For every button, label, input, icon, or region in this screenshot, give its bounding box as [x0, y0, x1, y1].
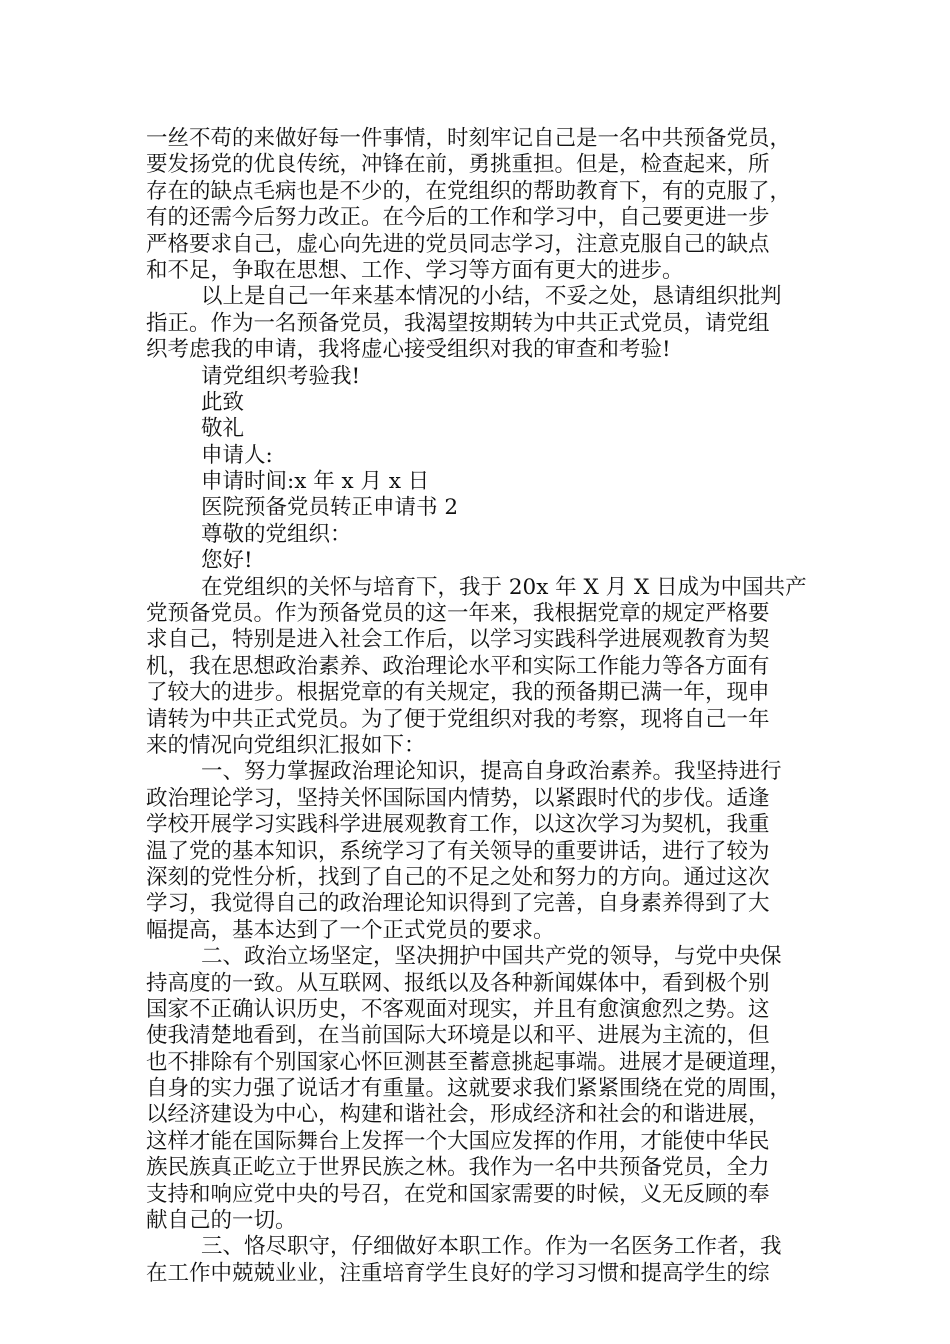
text-line: 请转为中共正式党员。为了便于党组织对我的考察，现将自己一年 — [146, 706, 770, 732]
text-line: 一丝不苟的来做好每一件事情，时刻牢记自己是一名中共预备党员， — [146, 126, 792, 151]
document-body — [146, 126, 810, 1287]
text-line: 以上是自己一年来基本情况的小结，不妥之处，恳请组织批判 — [201, 284, 782, 310]
closing-line: 请党组织考验我! — [201, 363, 361, 389]
text-line: 深刻的党性分析，找到了自己的不足之处和努力的方向。通过这次 — [146, 864, 770, 890]
text-line: 国家不正确认识历史，不客观面对现实，并且有愈演愈烈之势。这 — [146, 996, 770, 1022]
text-line: 这样才能在国际舞台上发挥一个大国应发挥的作用，才能使中华民 — [146, 1128, 770, 1154]
text-line: 也不排除有个别国家心怀叵测甚至蓄意挑起事端。进展才是硬道理， — [146, 1049, 792, 1075]
salutation-line: 敬礼 — [201, 416, 245, 442]
text-line: 一、努力掌握政治理论知识，提高自身政治素养。我坚持进行 — [201, 759, 782, 785]
text-line: 自身的实力强了说话才有重量。这就要求我们紧紧围绕在党的周围， — [146, 1076, 792, 1102]
document-subtitle: 医院预备党员转正申请书 2 — [201, 495, 459, 521]
paragraph — [146, 944, 810, 1234]
text-line: 在工作中兢兢业业，注重培育学生良好的学习习惯和提高学生的综 — [146, 1260, 770, 1286]
greeting-line: 您好! — [201, 548, 253, 574]
text-line: 学习，我觉得自己的政治理论知识得到了完善，自身素养得到了大 — [146, 891, 770, 917]
text-line: 要发扬党的优良传统，冲锋在前，勇挑重担。但是，检查起来，所 — [146, 152, 770, 178]
text-line: 支持和响应党中央的号召，在党和国家需要的时候，义无反顾的奉 — [146, 1181, 770, 1207]
text-line: 政治理论学习，坚持关怀国际国内情势，以紧跟时代的步伐。适逢 — [146, 785, 770, 811]
salutation-line: 此致 — [201, 389, 245, 415]
paragraph — [146, 759, 810, 944]
text-line: 温了党的基本知识，系统学习了有关领导的重要讲话，进行了较为 — [146, 838, 770, 864]
text-line: 有的还需今后努力改正。在今后的工作和学习中，自己要更进一步 — [146, 205, 770, 231]
paragraph — [146, 575, 810, 760]
text-line: 族民族真正屹立于世界民族之林。我作为一名中共预备党员，全力 — [146, 1155, 770, 1181]
text-line: 求自己，特别是进入社会工作后，以学习实践科学进展观教育为契 — [146, 627, 770, 653]
text-line: 党预备党员。作为预备党员的这一年来，我根据党章的规定严格要 — [146, 601, 770, 627]
text-line: 存在的缺点毛病也是不少的，在党组织的帮助教育下，有的克服了， — [146, 178, 792, 204]
text-line: 使我清楚地看到，在当前国际大环境是以和平、进展为主流的，但 — [146, 1023, 770, 1049]
text-line: 持高度的一致。从互联网、报纸以及各种新闻媒体中，看到极个别 — [146, 970, 770, 996]
text-line: 献自己的一切。 — [146, 1208, 297, 1234]
text-line: 在党组织的关怀与培育下，我于 20x 年 X 月 X 日成为中国共产 — [201, 574, 807, 600]
greeting-line: 尊敬的党组织： — [201, 521, 352, 547]
paragraph — [146, 1234, 810, 1287]
paragraph — [146, 126, 810, 284]
text-line: 二、政治立场坚定，坚决拥护中国共产党的领导，与党中央保 — [201, 944, 782, 970]
application-date-line: 申请时间:x 年 x 月 x 日 — [201, 469, 430, 495]
applicant-line: 申请人: — [201, 442, 273, 468]
text-line: 织考虑我的申请，我将虚心接受组织对我的审查和考验! — [146, 337, 671, 363]
text-line: 机，我在思想政治素养、政治理论水平和实际工作能力等各方面有 — [146, 653, 770, 679]
text-line: 和不足，争取在思想、工作、学习等方面有更大的进步。 — [146, 257, 684, 283]
text-line: 指正。作为一名预备党员，我渴望按期转为中共正式党员，请党组 — [146, 310, 770, 336]
text-line: 以经济建设为中心，构建和谐社会，形成经济和社会的和谐进展， — [146, 1102, 770, 1128]
text-line: 来的情况向党组织汇报如下： — [146, 732, 426, 758]
text-line: 了较大的进步。根据党章的有关规定，我的预备期已满一年，现申 — [146, 680, 770, 706]
paragraph — [146, 284, 810, 363]
text-line: 幅提高，基本达到了一个正式党员的要求。 — [146, 917, 555, 943]
text-line: 三、恪尽职守，仔细做好本职工作。作为一名医务工作者，我 — [201, 1234, 782, 1260]
text-line: 学校开展学习实践科学进展观教育工作，以这次学习为契机，我重 — [146, 812, 770, 838]
text-line: 严格要求自己，虚心向先进的党员同志学习，注意克服自己的缺点 — [146, 231, 770, 257]
